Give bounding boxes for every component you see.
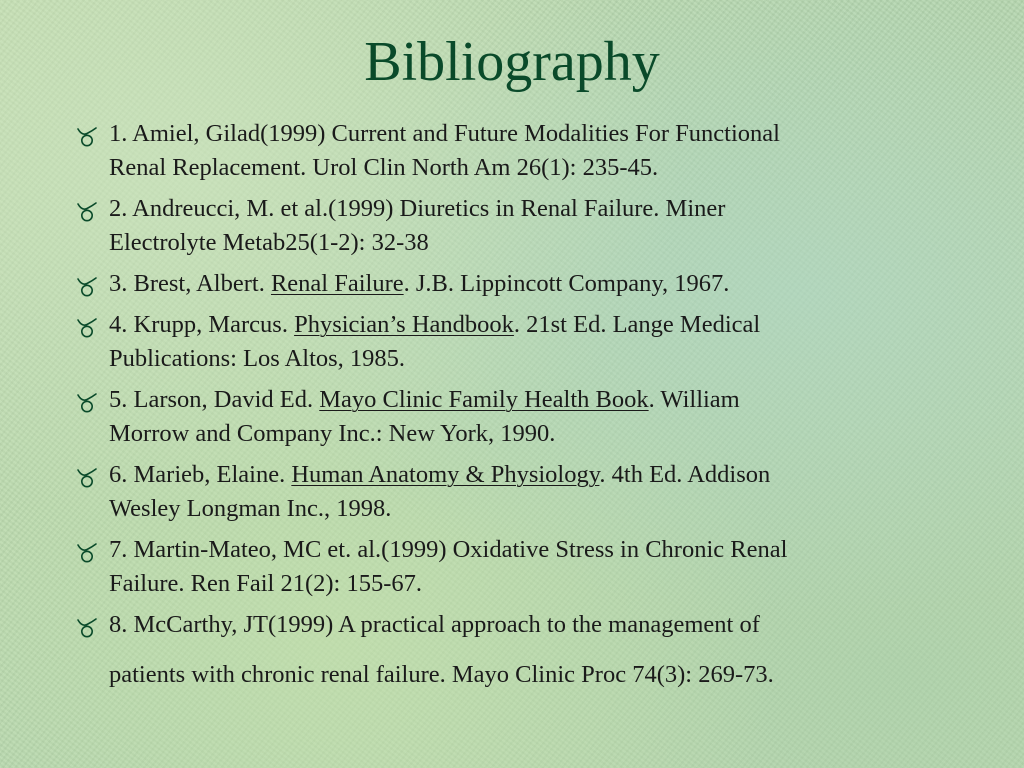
entry-second-line: Publications: Los Altos, 1985. — [109, 345, 406, 372]
taurus-glyph-icon — [76, 126, 98, 148]
entry-text: 2. Andreucci, M. et al.(1999) Diuretics in Renal Failure. Miner — [109, 195, 726, 222]
entry-book-title: Renal Failure — [270, 270, 404, 297]
entry-second-line: Renal Replacement. Urol Clin North Am 26(1): 235-45. — [109, 154, 659, 181]
bibliography-entry — [0, 458, 909, 526]
taurus-glyph-icon — [76, 317, 98, 339]
entry-second-line: Failure. Ren Fail 21(2): 155-67. — [109, 570, 423, 597]
taurus-glyph-icon — [76, 392, 98, 414]
bibliography-entry — [0, 192, 909, 260]
entry-text: 7. Martin-Mateo, MC et. al.(1999) Oxidative Stress in Chronic Renal — [109, 536, 788, 563]
taurus-glyph-icon — [76, 467, 98, 489]
taurus-glyph-icon — [76, 617, 98, 639]
entry-text: 8. McCarthy, JT(1999) A practical approach to the management of — [109, 611, 760, 638]
entry-text-continued: . 4th Ed. Addison — [599, 461, 771, 488]
entry-second-line: Morrow and Company Inc.: New York, 1990. — [109, 420, 556, 447]
entry-text-continued: . J.B. Lippincott Company, 1967. — [403, 270, 730, 297]
bibliography-entry — [0, 117, 909, 185]
slide-title: Bibliography — [364, 31, 660, 93]
entry-second-line: patients with chronic renal failure. Mayo Clinic Proc 74(3): 269-73. — [109, 661, 774, 688]
entry-book-title: Physician’s Handbook — [294, 311, 514, 338]
bibliography-entry — [0, 267, 909, 301]
entry-text: 5. Larson, David Ed. — [109, 386, 320, 413]
bibliography-entry — [0, 383, 909, 451]
entry-second-line: Electrolyte Metab25(1-2): 32-38 — [109, 229, 429, 256]
entry-text: 4. Krupp, Marcus. — [109, 311, 295, 338]
bibliography-list — [0, 117, 1024, 699]
entry-second-line: Wesley Longman Inc., 1998. — [109, 495, 392, 522]
bibliography-entry — [0, 608, 909, 692]
entry-book-title: Human Anatomy & Physiology — [291, 461, 600, 488]
bibliography-entry — [0, 308, 909, 376]
entry-text: 3. Brest, Albert. — [109, 270, 271, 297]
taurus-glyph-icon — [76, 542, 98, 564]
entry-text-continued: . William — [648, 386, 740, 413]
taurus-glyph-icon — [76, 201, 98, 223]
bibliography-entry — [0, 533, 909, 601]
entry-book-title: Mayo Clinic Family Health Book — [319, 386, 649, 413]
taurus-glyph-icon — [76, 276, 98, 298]
entry-text-continued: . 21st Ed. Lange Medical — [513, 311, 761, 338]
entry-text: 6. Marieb, Elaine. — [109, 461, 292, 488]
entry-text: 1. Amiel, Gilad(1999) Current and Future Modalities For Functional — [109, 120, 780, 147]
